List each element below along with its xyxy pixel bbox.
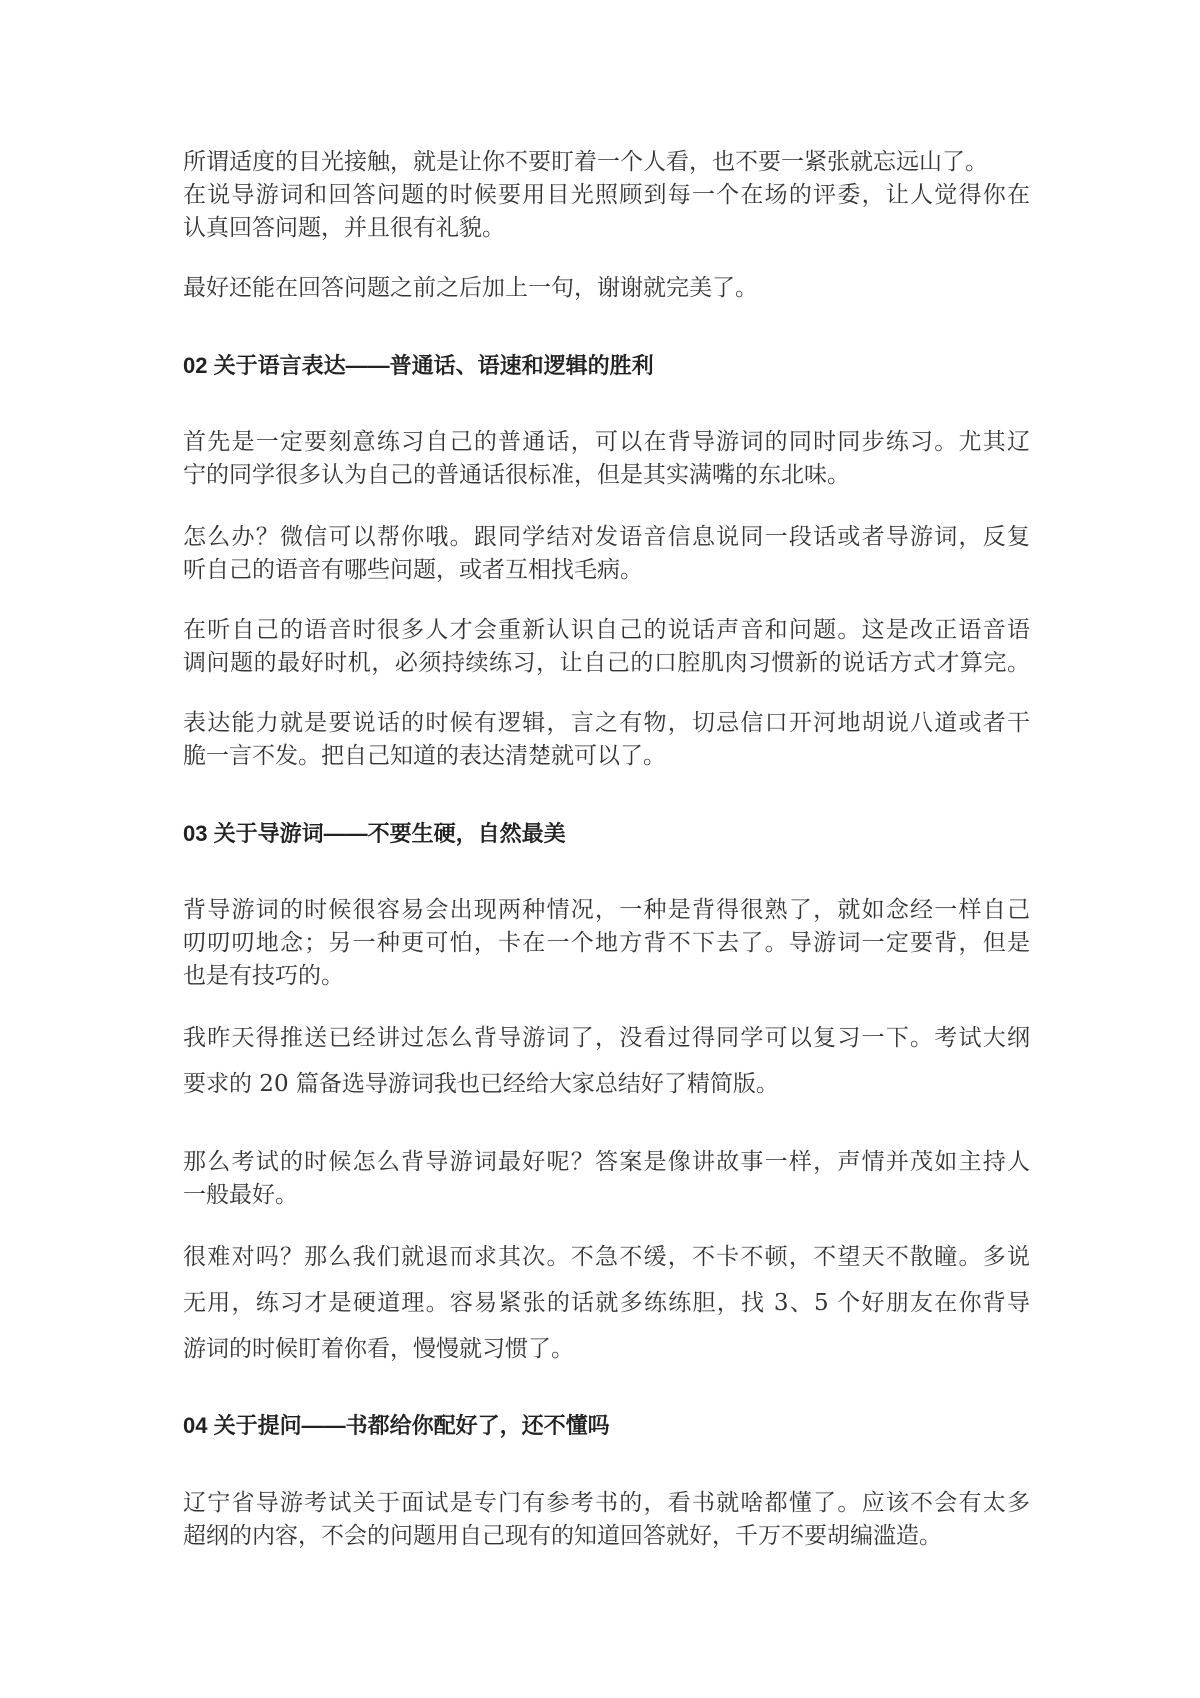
paragraph-line: 超纲的内容，不会的问题用自己现有的知道回答就好，千万不要胡编滥造。 xyxy=(183,1523,942,1549)
paragraph xyxy=(183,521,1030,587)
paragraph-line: 叨叨叨地念；另一种更可怕，卡在一个地方背不下去了。导游词一定要背，但是 xyxy=(183,930,1030,956)
paragraph xyxy=(183,1146,1030,1212)
paragraph-line: 那么考试的时候怎么背导游词最好呢？答案是像讲故事一样，声情并茂如主持人 xyxy=(183,1149,1030,1175)
paragraph-line: 无用，练习才是硬道理。容易紧张的话就多练练胆，找 3、5 个好朋友在你背导 xyxy=(183,1290,1030,1316)
paragraph-line: 在说导游词和回答问题的时候要用目光照顾到每一个在场的评委，让人觉得你在 xyxy=(183,182,1030,208)
paragraph-line: 我昨天得推送已经讲过怎么背导游词了，没看过得同学可以复习一下。考试大纲 xyxy=(183,1025,1030,1051)
paragraph-line: 调问题的最好时机，必须持续练习，让自己的口腔肌肉习惯新的说话方式才算完。 xyxy=(183,650,1030,676)
paragraph xyxy=(183,614,1030,680)
paragraph-line: 在听自己的语音时很多人才会重新认识自己的说话声音和问题。这是改正语音语 xyxy=(183,617,1030,643)
paragraph-line: 脆一言不发。把自己知道的表达清楚就可以了。 xyxy=(183,743,666,769)
paragraph-line: 辽宁省导游考试关于面试是专门有参考书的，看书就啥都懂了。应该不会有太多 xyxy=(183,1490,1030,1516)
paragraph-line: 也是有技巧的。 xyxy=(183,963,344,989)
paragraph-line: 很难对吗？那么我们就退而求其次。不急不缓，不卡不顿，不望天不散瞳。多说 xyxy=(183,1244,1030,1270)
paragraph-line: 宁的同学很多认为自己的普通话很标准，但是其实满嘴的东北味。 xyxy=(183,462,850,488)
paragraph xyxy=(183,1015,1030,1107)
paragraph-line: 所谓适度的目光接触，就是让你不要盯着一个人看，也不要一紧张就忘远山了。 xyxy=(183,149,988,175)
paragraph-line: 认真回答问题，并且很有礼貌。 xyxy=(183,215,505,241)
paragraph-line: 首先是一定要刻意练习自己的普通话，可以在背导游词的同时同步练习。尤其辽 xyxy=(183,429,1030,455)
paragraph xyxy=(183,272,1030,305)
section-heading: 03 关于导游词——不要生硬，自然最美 xyxy=(183,821,566,846)
paragraph-line: 最好还能在回答问题之前之后加上一句，谢谢就完美了。 xyxy=(183,275,758,301)
paragraph-line: 背导游词的时候很容易会出现两种情况，一种是背得很熟了，就如念经一样自己 xyxy=(183,897,1030,923)
paragraph-line: 要求的 20 篇备选导游词我也已经给大家总结好了精简版。 xyxy=(183,1071,779,1097)
section-heading: 04 关于提问——书都给你配好了，还不懂吗 xyxy=(183,1413,610,1438)
paragraph-line: 怎么办？微信可以帮你哦。跟同学结对发语音信息说同一段话或者导游词，反复 xyxy=(183,524,1030,550)
section-heading: 02 关于语言表达——普通话、语速和逻辑的胜利 xyxy=(183,353,654,378)
paragraph xyxy=(183,894,1030,993)
paragraph-line: 听自己的语音有哪些问题，或者互相找毛病。 xyxy=(183,557,643,583)
paragraph xyxy=(183,426,1030,492)
paragraph xyxy=(183,1234,1030,1372)
paragraph xyxy=(183,146,1030,245)
paragraph xyxy=(183,707,1030,773)
paragraph-line: 游词的时候盯着你看，慢慢就习惯了。 xyxy=(183,1336,574,1362)
paragraph-line: 表达能力就是要说话的时候有逻辑，言之有物，切忌信口开河地胡说八道或者干 xyxy=(183,710,1030,736)
paragraph-line: 一般最好。 xyxy=(183,1182,298,1208)
paragraph xyxy=(183,1487,1030,1553)
